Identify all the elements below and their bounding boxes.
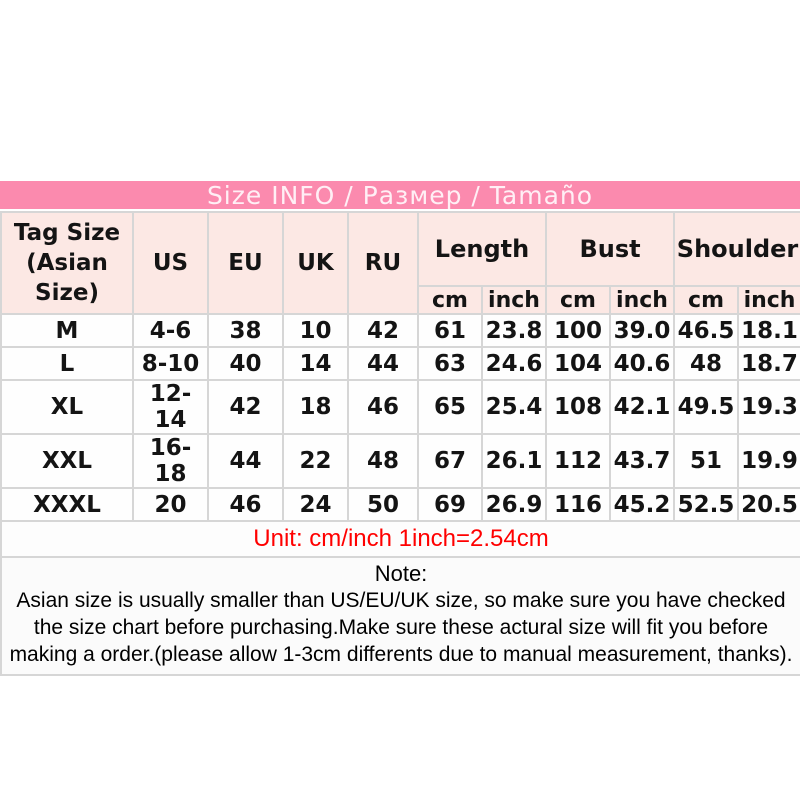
unit-note: Unit: cm/inch 1inch=2.54cm <box>1 521 800 557</box>
header-tag-size: Tag Size (Asian Size) <box>1 212 133 314</box>
table-cell: 4-6 <box>133 314 208 347</box>
size-chart-sheet <box>0 181 800 676</box>
row-label-cell: XL <box>1 380 133 434</box>
table-row <box>1 347 800 380</box>
table-cell: 8-10 <box>133 347 208 380</box>
table-cell: 19.9 <box>738 434 800 488</box>
table-cell: 42 <box>348 314 418 347</box>
table-row <box>1 380 800 434</box>
table-cell: 100 <box>546 314 610 347</box>
table-cell: 104 <box>546 347 610 380</box>
unit-header: cm <box>418 286 482 314</box>
header-uk: UK <box>283 212 348 314</box>
table-cell: 52.5 <box>674 488 738 521</box>
note-body: Asian size is usually smaller than US/EU/UK size, so make sure you have checked the size chart before purchasing.Make sure these actural size will fit you before making a order.(please allow 1-3cm differents due to manual measurement, thanks). <box>9 589 793 666</box>
table-cell: 18 <box>283 380 348 434</box>
table-cell: 40.6 <box>610 347 674 380</box>
table-cell: 39.0 <box>610 314 674 347</box>
header-bust: Bust <box>546 212 674 286</box>
unit-header: cm <box>674 286 738 314</box>
table-cell: 10 <box>283 314 348 347</box>
table-cell: 20 <box>133 488 208 521</box>
table-cell: 18.1 <box>738 314 800 347</box>
page-title: Size INFO / Размер / Tamaño <box>206 180 594 210</box>
unit-header: inch <box>610 286 674 314</box>
table-cell: 23.8 <box>482 314 546 347</box>
table-row <box>1 434 800 488</box>
table-cell: 43.7 <box>610 434 674 488</box>
row-label-cell: L <box>1 347 133 380</box>
table-cell: 50 <box>348 488 418 521</box>
table-row <box>1 314 800 347</box>
table-row <box>1 488 800 521</box>
table-cell: 116 <box>546 488 610 521</box>
header-eu: EU <box>208 212 283 314</box>
table-cell: 44 <box>348 347 418 380</box>
table-cell: 24.6 <box>482 347 546 380</box>
note-block <box>1 557 800 675</box>
table-cell: 24 <box>283 488 348 521</box>
table-cell: 25.4 <box>482 380 546 434</box>
table-cell: 51 <box>674 434 738 488</box>
table-cell: 19.3 <box>738 380 800 434</box>
table-cell: 26.9 <box>482 488 546 521</box>
table-cell: 112 <box>546 434 610 488</box>
table-cell: 42.1 <box>610 380 674 434</box>
table-cell: 48 <box>348 434 418 488</box>
table-cell: 18.7 <box>738 347 800 380</box>
row-label-cell: XXXL <box>1 488 133 521</box>
size-chart-table <box>0 211 800 676</box>
header-ru: RU <box>348 212 418 314</box>
unit-note-row <box>1 521 800 557</box>
table-cell: 16-18 <box>133 434 208 488</box>
table-cell: 69 <box>418 488 482 521</box>
table-cell: 49.5 <box>674 380 738 434</box>
table-cell: 42 <box>208 380 283 434</box>
table-cell: 26.1 <box>482 434 546 488</box>
table-cell: 46 <box>348 380 418 434</box>
row-label-cell: M <box>1 314 133 347</box>
table-cell: 38 <box>208 314 283 347</box>
header-length: Length <box>418 212 546 286</box>
table-cell: 61 <box>418 314 482 347</box>
table-cell: 108 <box>546 380 610 434</box>
table-cell: 46.5 <box>674 314 738 347</box>
unit-header: cm <box>546 286 610 314</box>
table-cell: 40 <box>208 347 283 380</box>
unit-header: inch <box>482 286 546 314</box>
table-cell: 22 <box>283 434 348 488</box>
header-row-groups <box>1 212 800 286</box>
row-label-cell: XXL <box>1 434 133 488</box>
table-cell: 65 <box>418 380 482 434</box>
table-cell: 63 <box>418 347 482 380</box>
header-us: US <box>133 212 208 314</box>
table-cell: 45.2 <box>610 488 674 521</box>
table-cell: 12-14 <box>133 380 208 434</box>
table-cell: 67 <box>418 434 482 488</box>
table-cell: 20.5 <box>738 488 800 521</box>
unit-header: inch <box>738 286 800 314</box>
title-bar <box>0 181 800 209</box>
header-shoulder: Shoulder <box>674 212 800 286</box>
note-heading: Note: <box>374 561 428 586</box>
table-cell: 46 <box>208 488 283 521</box>
table-cell: 44 <box>208 434 283 488</box>
table-cell: 14 <box>283 347 348 380</box>
table-cell: 48 <box>674 347 738 380</box>
note-row <box>1 557 800 675</box>
